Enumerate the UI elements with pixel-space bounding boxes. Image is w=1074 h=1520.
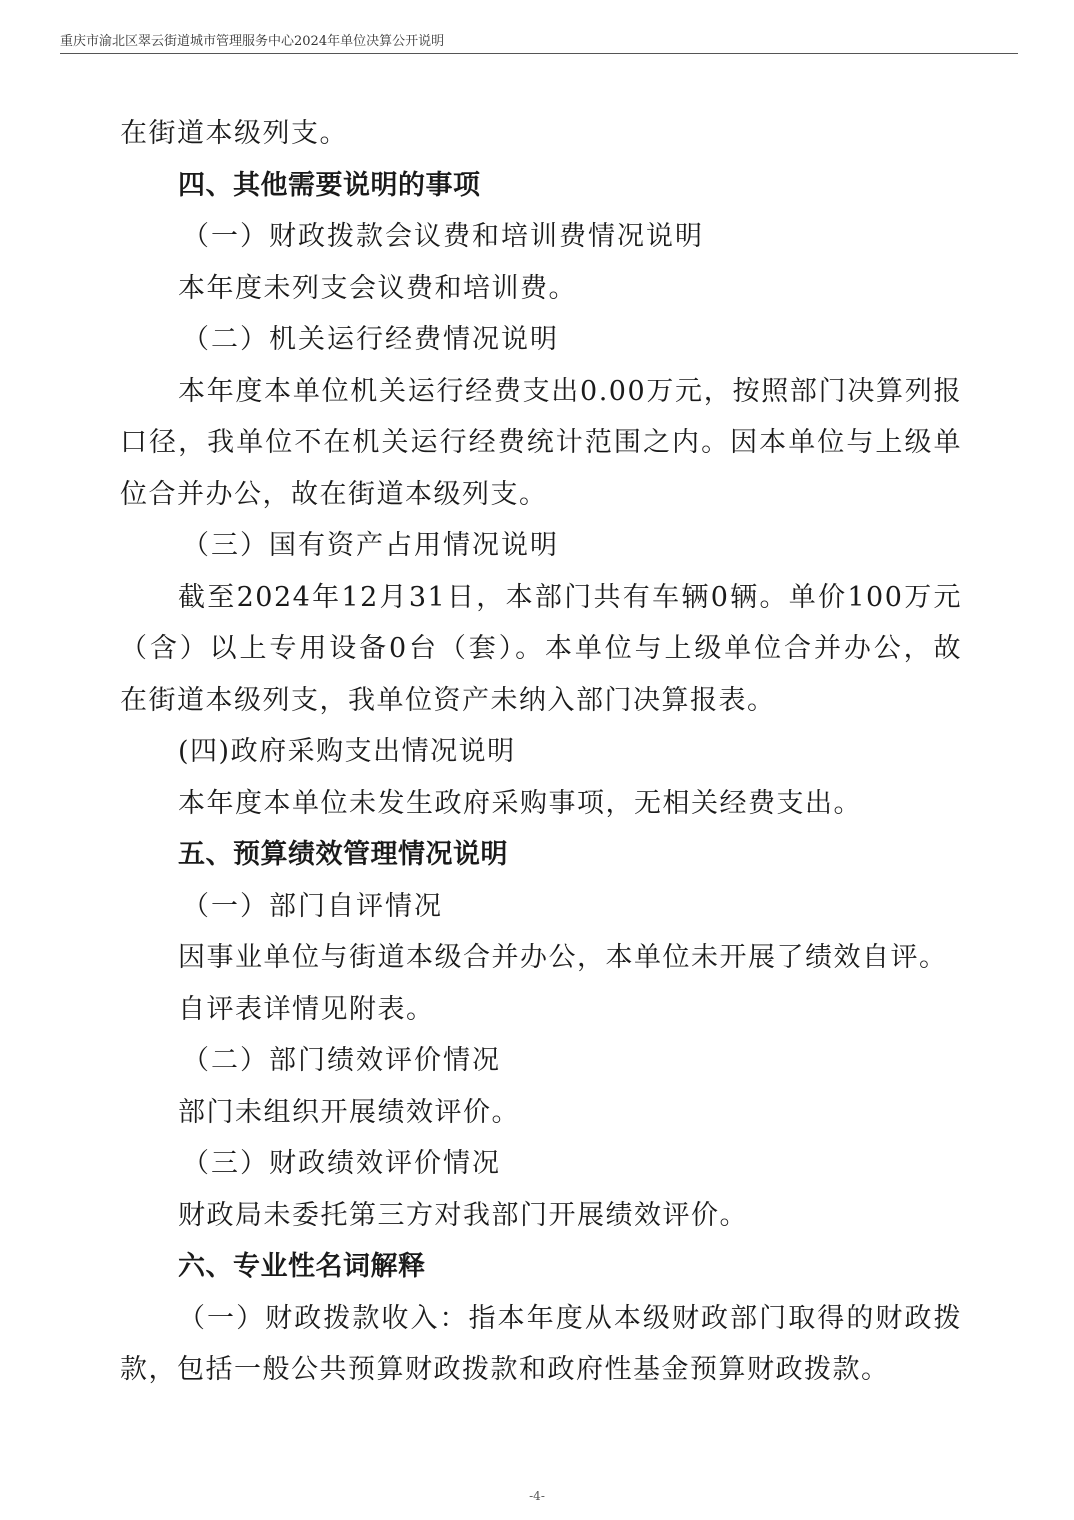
subsection-heading-state-assets: （三）国有资产占用情况说明 [182, 530, 559, 561]
subsection-heading-procurement: (四)政府采购支出情况说明 [178, 736, 516, 767]
paragraph-continuation: 在街道本级列支。 [120, 118, 348, 149]
paragraph-term-fiscal-income-line1: （一）财政拨款收入：指本年度从本级财政部门取得的财政拨 [178, 1302, 962, 1334]
paragraph-dept-evaluation: 部门未组织开展绩效评价。 [178, 1096, 520, 1128]
header-divider [60, 53, 1018, 54]
paragraph-state-assets-line2: （含）以上专用设备0台（套）。本单位与上级单位合并办公，故 [120, 633, 962, 664]
paragraph-finance-evaluation: 财政局未委托第三方对我部门开展绩效评价。 [178, 1199, 748, 1231]
paragraph-operating-expense-line2: 口径，我单位不在机关运行经费统计范围之内。因本单位与上级单 [120, 427, 962, 458]
paragraph-state-assets-line1: 截至2024年12月31日，本部门共有车辆0辆。单价100万元 [178, 581, 962, 613]
subsection-heading-finance-evaluation: （三）财政绩效评价情况 [182, 1148, 501, 1179]
paragraph-operating-expense-line1: 本年度本单位机关运行经费支出0.00万元，按照部门决算列报 [178, 375, 962, 407]
subsection-heading-operating-expense: （二）机关运行经费情况说明 [182, 324, 559, 355]
paragraph-self-evaluation-line2: 自评表详情见附表。 [178, 993, 435, 1025]
section-heading-4: 四、其他需要说明的事项 [178, 169, 481, 201]
paragraph-term-fiscal-income-line2: 款，包括一般公共预算财政拨款和政府性基金预算财政拨款。 [120, 1354, 890, 1385]
subsection-heading-meeting-training: （一）财政拨款会议费和培训费情况说明 [182, 221, 704, 252]
section-heading-5: 五、预算绩效管理情况说明 [178, 839, 508, 870]
document-body [120, 108, 962, 1396]
section-heading-6: 六、专业性名词解释 [178, 1251, 426, 1282]
subsection-heading-dept-evaluation: （二）部门绩效评价情况 [182, 1045, 501, 1076]
paragraph-self-evaluation-line1: 因事业单位与街道本级合并办公，本单位未开展了绩效自评。 [178, 942, 948, 973]
page-header: 重庆市渝北区翠云街道城市管理服务中心2024年单位决算公开说明 [60, 34, 445, 49]
subsection-heading-self-evaluation: （一）部门自评情况 [182, 890, 443, 922]
paragraph-operating-expense-line3: 位合并办公，故在街道本级列支。 [120, 478, 548, 510]
paragraph-meeting-training: 本年度未列支会议费和培训费。 [178, 272, 577, 304]
page-number: -4- [529, 1489, 545, 1503]
paragraph-procurement: 本年度本单位未发生政府采购事项，无相关经费支出。 [178, 787, 862, 819]
paragraph-state-assets-line3: 在街道本级列支，我单位资产未纳入部门决算报表。 [120, 684, 776, 716]
